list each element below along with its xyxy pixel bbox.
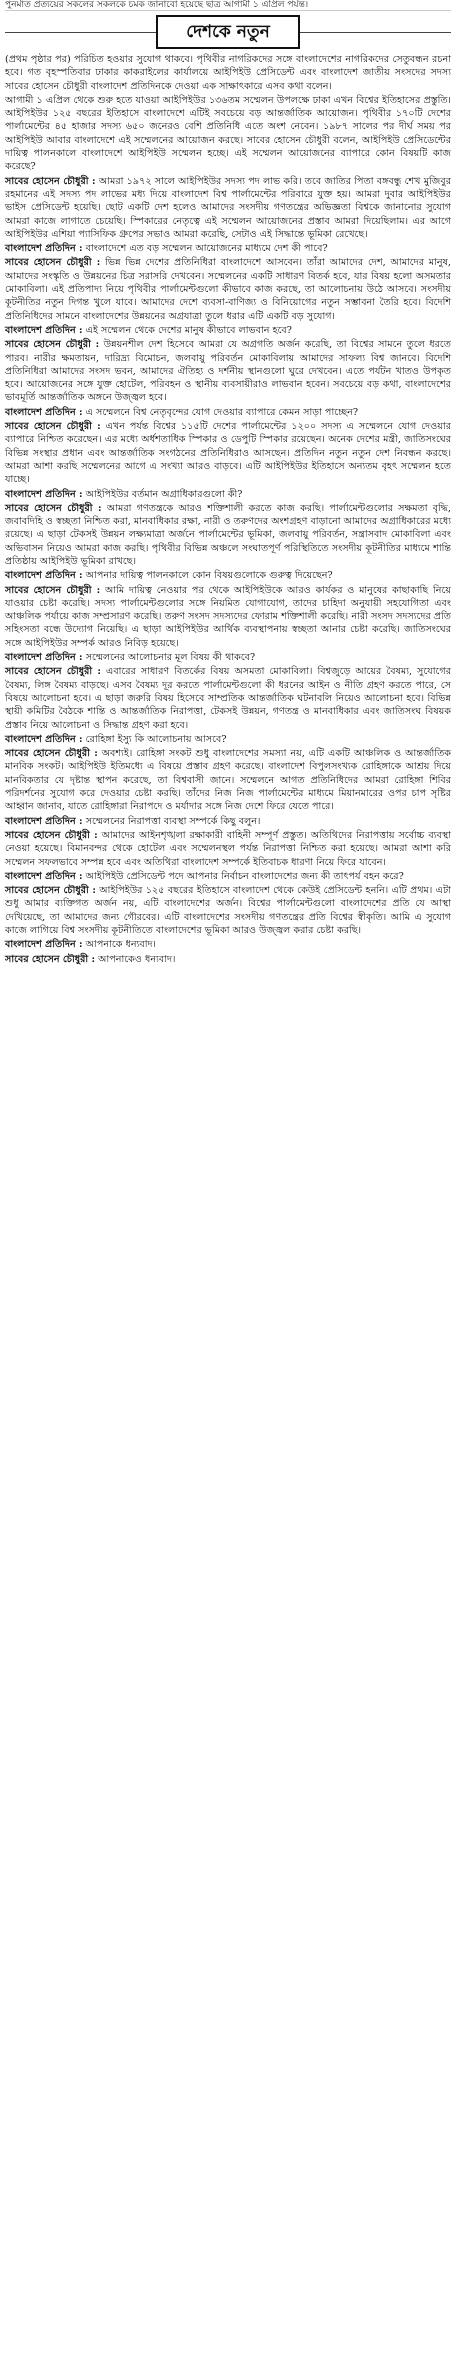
- speaker-label: সাবের হোসেন চৌধুরী :: [5, 885, 96, 897]
- paragraph-text: আইপিইউর বর্তমান অগ্রাধিকারগুলো কী?: [85, 488, 243, 500]
- paragraph: [5, 829, 451, 869]
- speaker-label: বাংলাদেশ প্রতিদিন :: [5, 870, 83, 882]
- speaker-label: বাংলাদেশ প্রতিদিন :: [5, 939, 83, 951]
- paragraph-text: আপনাকেও ধন্যবাদ।: [98, 953, 176, 965]
- speaker-label: সাবের হোসেন চৌধুরী :: [5, 502, 102, 514]
- paragraph: [5, 406, 451, 419]
- paragraph: [5, 651, 451, 664]
- paragraph-text: আগামী ১ এপ্রিল থেকে শুরু হতে যাওয়া আইপিইউর ১৩৬তম সম্মেলন উপলক্ষে ঢাকা এখন বিশ্বের ইতিহাসের প্রস্তুতি। আইপিইউর ১২৫ বছরের ইতিহাসে বাংলাদেশে এটিই সবচেয়ে বড় আন্তর্জাতিক আয়োজন। পৃথিবীর ১৭০টি দেশের পার্লামেন্টের ৪৫ হাজার সদস্য ৬৫০ জনেরও বেশি প্রতিনিধি এতে অংশ নেবেন। ১৯৮৭ সালের পর দীর্ঘ সময় পর আইপিইউ আবার বাংলাদেশে এই সম্মেলনের আয়োজন করছে। সাবের হোসেন চৌধুরী বলেন, আইপিইউ প্রেসিডেন্টের দায়িত্ব পালনকালে বাংলাদেশে আইপিইউ সম্মেলন হচ্ছে। এই সম্মেলন আয়োজনের ব্যাপারে কোন বিষয়টি কাজ করেছে?: [5, 94, 451, 173]
- paragraph: [5, 242, 451, 255]
- paragraph-text: ভিন্ন ভিন্ন দেশের প্রতিনিধিরা বাংলাদেশে আসবেন। তাঁরা আমাদের দেশ, আমাদের মানুষ, আমাদের সংস্কৃতি ও উন্নয়নের চিত্র সরাসরি দেখবেন। সম্মেলনের একটি সাধারণ বিতর্ক হবে, যার বিষয় হলো অসমতার মোকাবিলা। এই প্রতিপাদ্য নিয়ে পৃথিবীর পার্লামেন্টগুলো কীভাবে কাজ করছে, তা আলোচনায় উঠে আসবে। সংসদীয় কূটনীতির নতুন দিগন্ত খুলে যাবে। আমাদের দেশে ব্যবসা-বাণিজ্য ও বিনিয়োগের নতুন সম্ভাবনা তৈরি হবে। বিদেশি প্রতিনিধিদের সামনে বাংলাদেশের উন্নয়নের অগ্রযাত্রা তুলে ধরার এটি একটি বড় সুযোগ।: [5, 257, 451, 322]
- paragraph: [5, 747, 451, 813]
- paragraph-text: রোহিঙ্গা ইস্যু কি আলোচনায় আসবে?: [85, 733, 227, 745]
- paragraph: [5, 488, 451, 501]
- paragraph-text: অবশ্যই। রোহিঙ্গা সংকট শুধু বাংলাদেশের সমস্যা নয়, এটি একটি আঞ্চলিক ও আন্তর্জাতিক মানবিক সংকট। আইপিইউ ইতিমধ্যে এ বিষয়ে প্রস্তাব গ্রহণ করেছে। বাংলাদেশ বিপুলসংখ্যক রোহিঙ্গাকে আশ্রয় দিয়ে মানবিকতার যে দৃষ্টান্ত স্থাপন করেছে, তা বিশ্ববাসী জানে। সম্মেলনে আগত প্রতিনিধিদের আমরা রোহিঙ্গা শিবির পরিদর্শনের সুযোগ করে দেওয়ার চেষ্টা করছি। তাঁদের নিজ নিজ পার্লামেন্টের মাধ্যমে মিয়ানমারের ওপর চাপ সৃষ্টির আহ্বান জানাব, যাতে রোহিঙ্গারা নিরাপদে ও মর্যাদার সঙ্গে নিজ দেশে ফিরে যেতে পারে।: [5, 748, 451, 813]
- paragraph-text: এখন পর্যন্ত বিশ্বের ১১৫টি দেশের পার্লামেন্টের ১২০০ সদস্য এ সম্মেলনে যোগ দেওয়ার ব্যাপারে নিশ্চিত করেছেন। এর মধ্যে অর্ধশতাধিক স্পিকার ও ডেপুটি স্পিকার রয়েছেন। অনেক দেশের মন্ত্রী, জাতিসংঘের বিভিন্ন সংস্থার প্রধান এবং আন্তর্জাতিক সংগঠনের প্রতিনিধিরাও আসছেন। প্রতিদিন নতুন নতুন দেশ নিবন্ধন করছে। আমরা আশা করছি সম্মেলনের আগে এ সংখ্যা আরও বাড়বে। এটি আইপিইউর ইতিহাসে অন্যতম বৃহৎ সম্মেলন হতে যাচ্ছে।: [5, 421, 451, 486]
- speaker-label: বাংলাদেশ প্রতিদিন :: [5, 652, 83, 664]
- paragraph: [5, 420, 451, 486]
- paragraph-text: উন্নয়নশীল দেশ হিসেবে আমরা যে অগ্রগতি অর্জন করেছি, তা বিশ্বের সামনে তুলে ধরতে পারব। নারীর ক্ষমতায়ন, দারিদ্র্য বিমোচন, জলবায়ু পরিবর্তন মোকাবিলায় আমাদের সাফল্য বিশ্ব জানবে। বিদেশি প্রতিনিধিরা আমাদের সংসদ ভবন, আমাদের ঐতিহ্য ও দর্শনীয় স্থানগুলো ঘুরে দেখবেন। এতে পর্যটন খাতও উপকৃত হবে। আয়োজনের সঙ্গে যুক্ত হোটেল, পরিবহন ও স্থানীয় ব্যবসায়ীরাও লাভবান হবেন। সবচেয়ে বড় কথা, বাংলাদেশের ভাবমূর্তি আন্তর্জাতিক অঙ্গনে উজ্জ্বল হবে।: [5, 339, 451, 404]
- speaker-label: সাবের হোসেন চৌধুরী :: [5, 953, 96, 965]
- speaker-label: সাবের হোসেন চৌধুরী :: [5, 339, 100, 351]
- paragraph-text: আমাদের আইনশৃঙ্খলা রক্ষাকারী বাহিনী সম্পূর্ণ প্রস্তুত। অতিথিদের নিরাপত্তায় সর্বোচ্চ ব্যবস্থা নেওয়া হয়েছে। বিমানবন্দর থেকে হোটেল এবং সম্মেলনস্থল পর্যন্ত নিরাপত্তা নিশ্চিত করা হয়েছে। আমরা আশা করি সম্মেলন সফলভাবে সম্পন্ন হবে এবং অতিথিরা বাংলাদেশ সম্পর্কে ইতিবাচক ধারণা নিয়ে ফিরে যাবেন।: [5, 829, 451, 868]
- speaker-label: সাবের হোসেন চৌধুরী :: [5, 748, 98, 760]
- paragraph: [5, 733, 451, 746]
- speaker-label: সাবের হোসেন চৌধুরী :: [5, 257, 101, 269]
- paragraph: [5, 584, 451, 650]
- paragraph: [5, 665, 451, 731]
- paragraph-text: আমরা ১৯৭২ সালে আইপিইউর সদস্য পদ লাভ করি। তবে জাতির পিতা বঙ্গবন্ধু শেখ মুজিবুর রহমানের এই সদস্য পদ লাভের মধ্য দিয়ে বাংলাদেশ বিশ্ব পার্লামেন্টের পরিবারে যুক্ত হয়। আমরা দুবার আইপিইউর ভাইস প্রেসিডেন্ট হয়েছি। ছোট একটি দেশ হলেও আমাদের সংসদীয় গণতন্ত্রের অভিজ্ঞতা বিশ্বকে জানানোর সুযোগ আমরা কাজে লাগাতে চেয়েছি। স্পিকারের নেতৃত্বে এই সম্মেলন আয়োজনের প্রস্তাব আমরা দিয়েছিলাম। এর আগে আইপিইউর এশিয়া প্যাসিফিক গ্রুপের সভাও আমরা করেছি, সেটাও এই সিদ্ধান্তে ভূমিকা রেখেছে।: [5, 175, 451, 240]
- headline: দেশকে নতুন: [156, 15, 300, 49]
- speaker-label: বাংলাদেশ প্রতিদিন :: [5, 570, 83, 582]
- paragraph-text: সম্মেলনের নিরাপত্তা ব্যবস্থা সম্পর্কে কিছু বলুন।: [85, 815, 261, 827]
- paragraph-text: আপনার দায়িত্ব পালনকালে কোন বিষয়গুলোকে গুরুত্ব দিয়েছেন?: [85, 570, 333, 582]
- paragraph-text: এবারের সাধারণ বিতর্কের বিষয় অসমতা মোকাবিলা। বিশ্বজুড়ে আয়ের বৈষম্য, সুযোগের বৈষম্য, লিঙ্গ বৈষম্য বাড়ছে। এসব বৈষম্য দূর করতে পার্লামেন্টগুলো কী ধরনের আইন ও নীতি গ্রহণ করতে পারে, সে বিষয়ে আলোচনা হবে। এ ছাড়া জরুরি বিষয় হিসেবে সাম্প্রতিক আন্তর্জাতিক ঘটনাবলি নিয়েও আলোচনা হবে। বিভিন্ন স্থায়ী কমিটির বৈঠকে শান্তি ও আন্তর্জাতিক নিরাপত্তা, টেকসই উন্নয়ন, গণতন্ত্র ও মানবাধিকার এবং জাতিসংঘ বিষয়ক প্রস্তাব নিয়ে আলোচনা ও সিদ্ধান্ত গ্রহণ করা হবে।: [5, 666, 451, 731]
- speaker-label: বাংলাদেশ প্রতিদিন :: [5, 733, 83, 745]
- paragraph: [5, 815, 451, 828]
- paragraph: [5, 94, 451, 174]
- speaker-label: সাবের হোসেন চৌধুরী :: [5, 175, 96, 187]
- paragraph: [5, 884, 451, 937]
- speaker-label: সাবের হোসেন চৌধুরী :: [5, 829, 98, 841]
- paragraph-text: আইপিইউর ১২৫ বছরের ইতিহাসে বাংলাদেশ থেকে কেউই প্রেসিডেন্ট হননি। এটি প্রথম। এটা শুধু আমার ব্যক্তিগত অর্জন নয়, এটি বাংলাদেশের অর্জন। বিশ্বের পার্লামেন্টগুলো বাংলাদেশের প্রতি যে আস্থা দেখিয়েছে, তা আমাদের জন্য গৌরবের। এটি বাংলাদেশের সংসদীয় গণতন্ত্রের প্রতি বিশ্বের স্বীকৃতি। আমি এ সুযোগ কাজে লাগিয়ে বিশ্ব সংসদীয় কূটনীতিতে বাংলাদেশের ভূমিকা আরও উজ্জ্বল করার চেষ্টা করছি।: [5, 885, 451, 936]
- speaker-label: বাংলাদেশ প্রতিদিন :: [5, 488, 83, 500]
- paragraph-text: আইপিইউ প্রেসিডেন্ট পদে আপনার নির্বাচন বাংলাদেশের জন্য কী তাৎপর্য বহন করে?: [85, 870, 404, 882]
- paragraph: [5, 324, 451, 337]
- article-body: [5, 53, 451, 966]
- paragraph: [5, 870, 451, 883]
- paragraph-text: আপনাকে ধন্যবাদ।: [85, 939, 156, 951]
- speaker-label: বাংলাদেশ প্রতিদিন :: [5, 243, 83, 255]
- paragraph-text: আমরা গণতন্ত্রকে আরও শক্তিশালী করতে কাজ করছি। পার্লামেন্টগুলোর সক্ষমতা বৃদ্ধি, জবাবদিহি ও স্বচ্ছতা নিশ্চিত করা, মানবাধিকার রক্ষা, নারী ও তরুণদের অংশগ্রহণ বাড়ানো আমাদের অগ্রাধিকারের মধ্যে রয়েছে। এ ছাড়া টেকসই উন্নয়ন লক্ষ্যমাত্রা অর্জনে পার্লামেন্টের ভূমিকা, জলবায়ু পরিবর্তন, সন্ত্রাসবাদ মোকাবিলা এবং অভিবাসন নিয়েও আমরা কাজ করছি। পৃথিবীর বিভিন্ন অঞ্চলে সংঘাতপূর্ণ পরিস্থিতিতে সংসদীয় কূটনীতির মাধ্যমে শান্তি প্রতিষ্ঠায় আইপিইউ ভূমিকা রাখছে।: [5, 502, 451, 567]
- speaker-label: সাবের হোসেন চৌধুরী :: [5, 421, 101, 433]
- paragraph-text: (প্রথম পৃষ্ঠার পর) পরিচিত হওয়ার সুযোগ থাকবে। পৃথিবীর নাগরিকদের সঙ্গে বাংলাদেশের নাগরিকদের সেতুবন্ধন রচনা হবে। গত বৃহস্পতিবার ঢাকার কাকরাইলের কার্যালয়ে আইপিইউ প্রেসিডেন্ট এবং বাংলাদেশ জাতীয় সংসদের সদস্য সাবের হোসেন চৌধুরী বাংলাদেশ প্রতিদিনকে দেওয়া এক সাক্ষাৎকারে এসব কথা বলেন।: [5, 54, 451, 92]
- paragraph-text: এই সম্মেলন থেকে দেশের মানুষ কীভাবে লাভবান হবে?: [85, 324, 292, 336]
- top-line-text: পুনর্মাত প্রত্যয়ের সকলের সকলকে চমক জানাবো হয়েছে ছাত্র আগামী ১ এপ্রিল পর্যন্ত।: [5, 0, 451, 11]
- speaker-label: সাবের হোসেন চৌধুরী :: [5, 666, 101, 678]
- paragraph: [5, 938, 451, 951]
- headline-bar: [5, 15, 451, 49]
- speaker-label: বাংলাদেশ প্রতিদিন :: [5, 406, 83, 418]
- paragraph: [5, 338, 451, 404]
- paragraph: [5, 502, 451, 568]
- paragraph-text: সম্মেলনের আলোচনার মূল বিষয় কী থাকবে?: [85, 652, 256, 664]
- speaker-label: সাবের হোসেন চৌধুরী :: [5, 584, 101, 596]
- paragraph-text: এ সম্মেলনে বিশ্ব নেতৃবৃন্দের যোগ দেওয়ার ব্যাপারে কেমন সাড়া পাচ্ছেন?: [85, 406, 359, 418]
- speaker-label: বাংলাদেশ প্রতিদিন :: [5, 324, 83, 336]
- paragraph: [5, 256, 451, 322]
- paragraph-text: বাংলাদেশে এত বড় সম্মেলন আয়োজনের মাধ্যমে দেশ কী পাবে?: [85, 243, 328, 255]
- paragraph: [5, 53, 451, 93]
- paragraph-text: আমি দায়িত্ব নেওয়ার পর থেকে আইপিইউকে আরও কার্যকর ও মানুষের কাছাকাছি নিয়ে যাওয়ার চেষ্টা করেছি। সদস্য পার্লামেন্টগুলোর সঙ্গে নিয়মিত যোগাযোগ, তাদের চাহিদা অনুযায়ী সহযোগিতা এবং আঞ্চলিক পর্যায়ে কাজ সম্প্রসারণ করেছি। তরুণ সংসদ সদস্যদের ফোরাম শক্তিশালী করেছি। নারী সংসদ সদস্যদের প্রতি সহিংসতা বন্ধে উদ্যোগ নিয়েছি। এ ছাড়া আইপিইউর আর্থিক ব্যবস্থাপনায় স্বচ্ছতা আনার চেষ্টা করেছি। জাতিসংঘের সঙ্গে আইপিইউর সম্পর্ক আরও নিবিড় হয়েছে।: [5, 584, 451, 649]
- paragraph: [5, 569, 451, 582]
- paragraph: [5, 953, 451, 966]
- speaker-label: বাংলাদেশ প্রতিদিন :: [5, 815, 83, 827]
- paragraph: [5, 175, 451, 241]
